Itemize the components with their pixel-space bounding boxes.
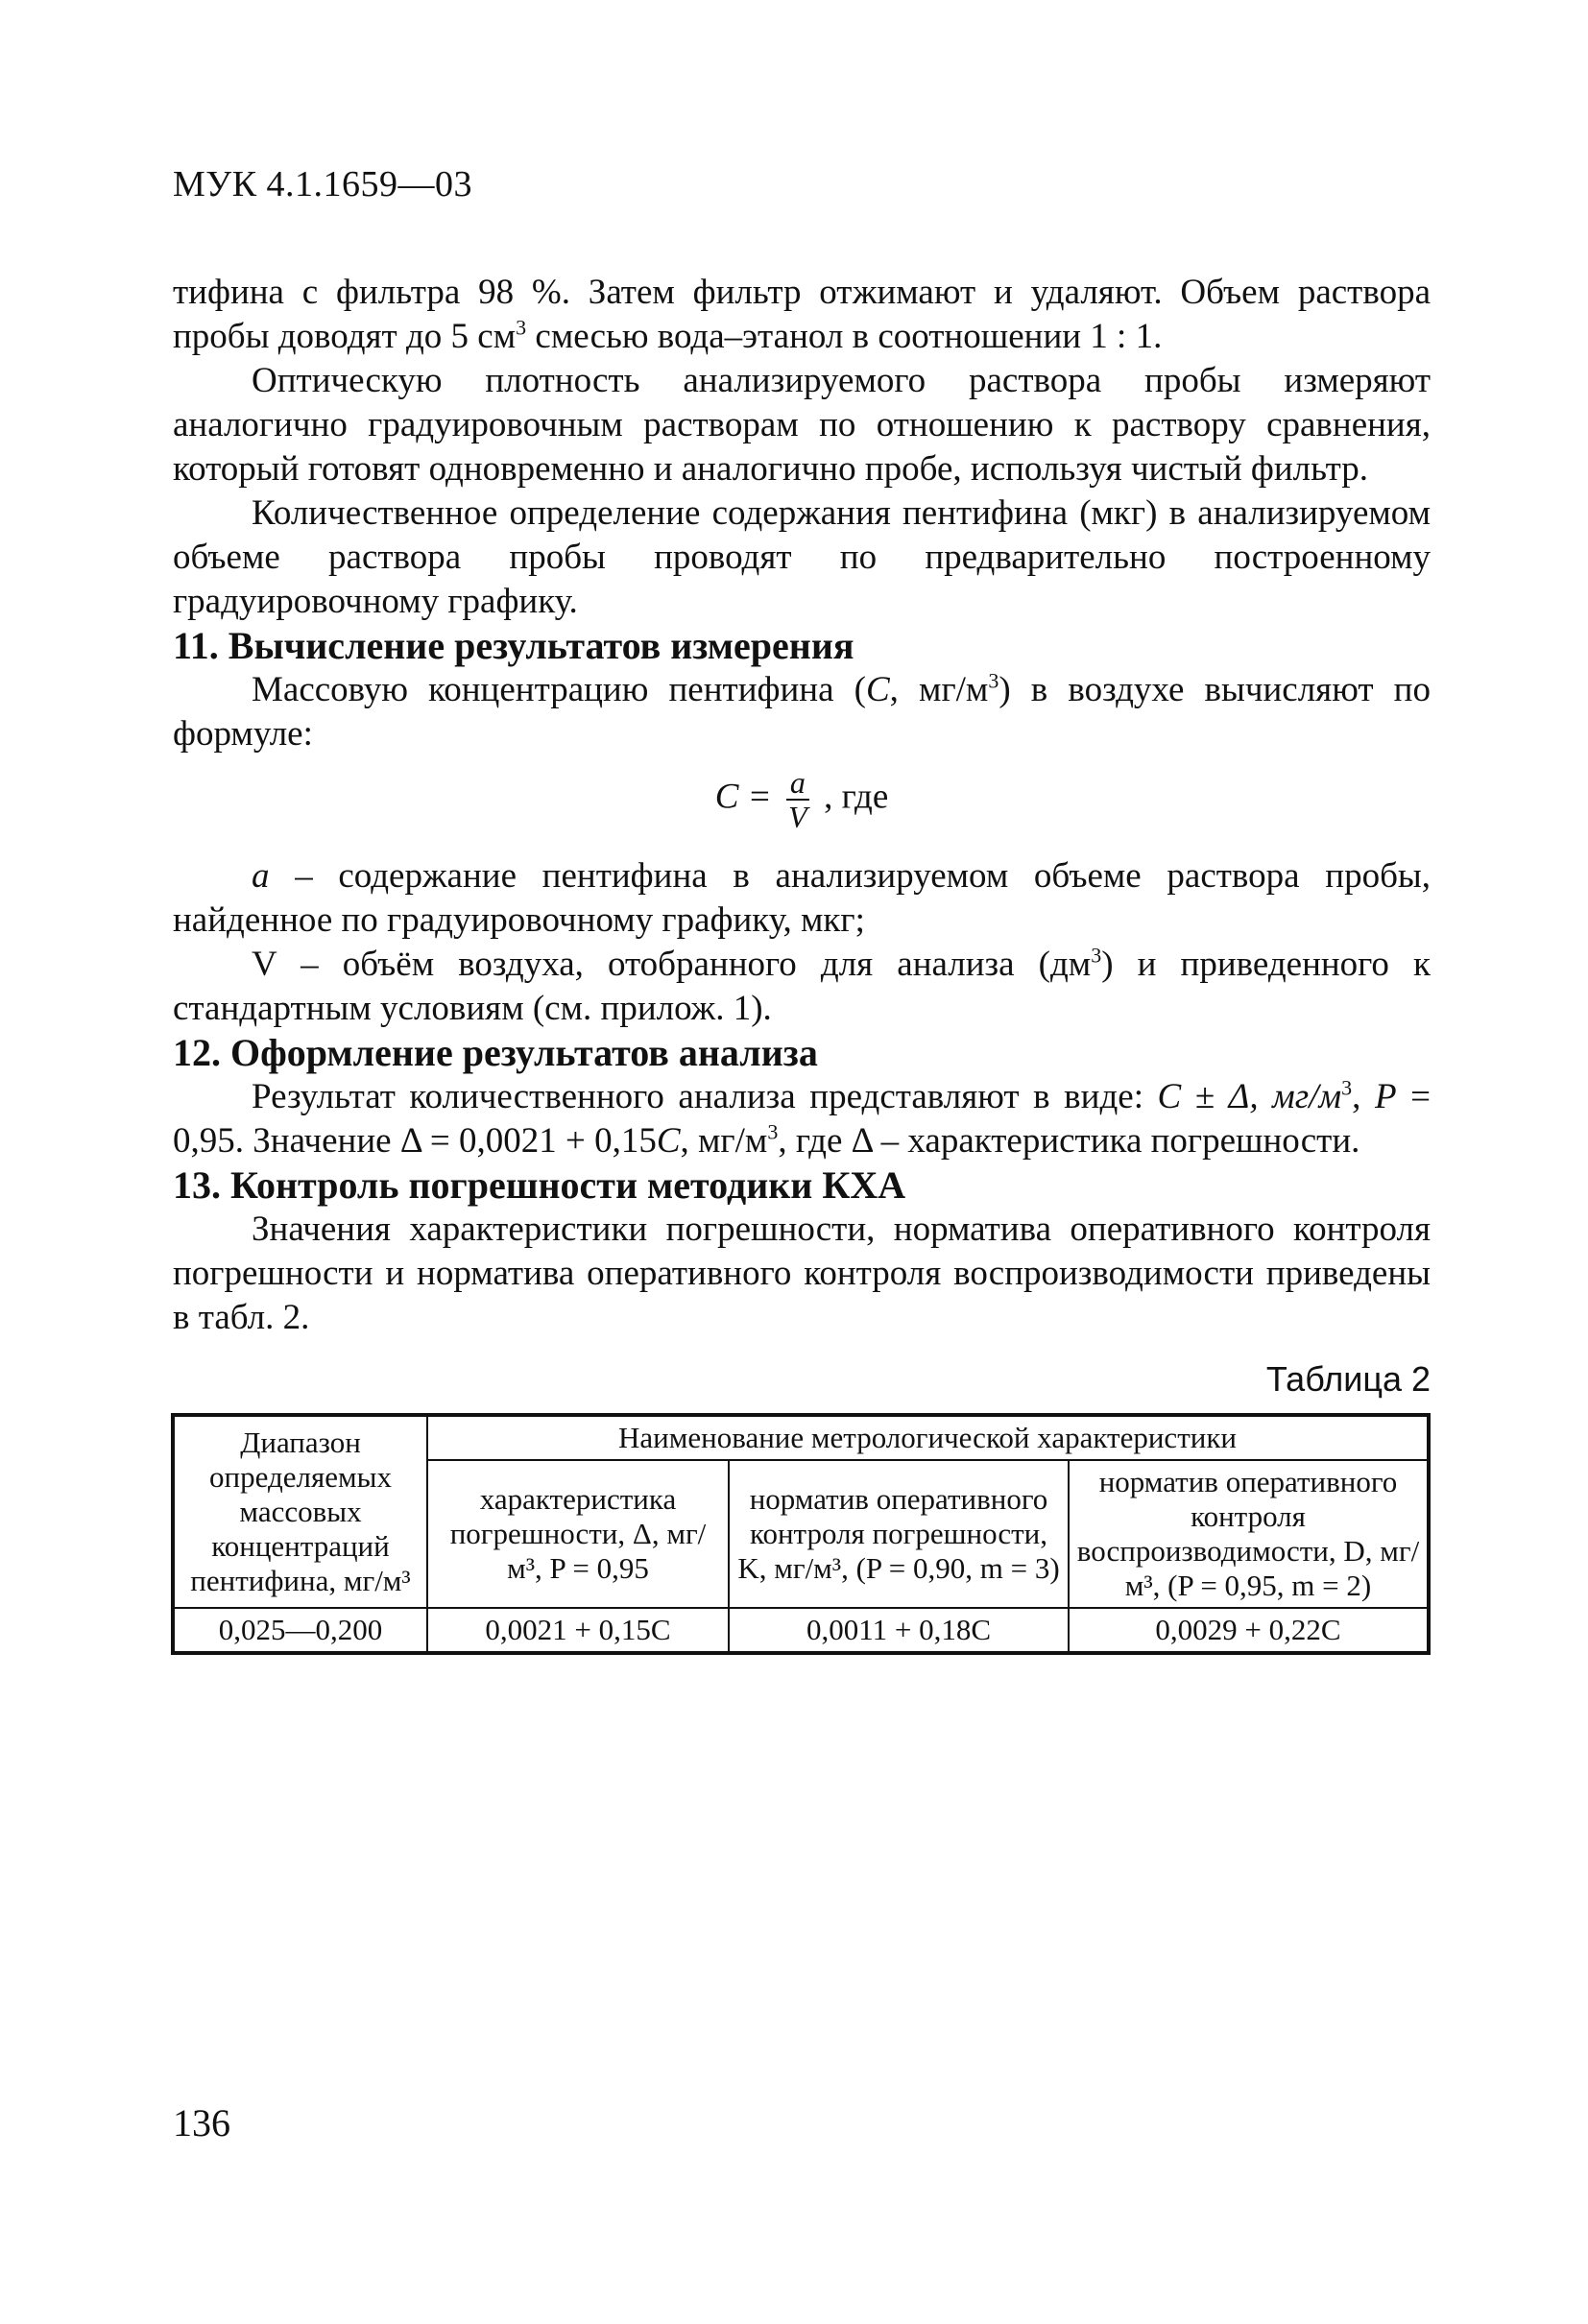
section-13-text: Значения характеристики погрешности, норматива оперативного контроля погрешности и норматива оперативного контроля воспроизводимости приведены в табл. 2. <box>173 1210 1431 1337</box>
section-11-intro: Массовую концентрацию пентифина (C, $мг/м^3$) в воздухе вычисляют по формуле: <box>173 668 1431 754</box>
paragraph-1: тифина с фильтра 98 %. Затем фильтр отжимают и удаляют. Объем раствора пробы доводят до 5 $см^3$ смесью вода–этанол в соотношении 1 : 1. <box>173 273 1431 356</box>
section-13-heading: 13. Контроль погрешности методики КХА <box>173 1163 906 1207</box>
formula <box>173 766 1431 851</box>
formula-lhs: C = <box>714 777 772 817</box>
table-header-error: характеристика погрешности, Δ, мг/м³, P = 0,95 <box>427 1460 729 1608</box>
paragraph-3: Количественное определение содержания пентифина (мкг) в анализируемом объеме раствора пробы проводят по предварительно построенному градуировочному графику. <box>173 493 1431 621</box>
section-12-text: Результат количественного анализа представляют в виде: C ± Δ, $мг/м^3$, P = 0,95. Значение Δ = 0,0021 + 0,15C, $мг/м^3$, где Δ – характеристика погрешности. <box>173 1075 1431 1161</box>
table-cell: 0,025—0,200 <box>173 1608 427 1653</box>
section-12-heading: 12. Оформление результатов анализа <box>173 1031 818 1074</box>
table-header-row <box>173 1415 1429 1460</box>
definition-v: V – объём воздуха, отобранного для анализа $(дм^3)$ и приведенного к стандартным условиям (см. прилож. 1). <box>173 943 1431 1028</box>
table-cell: 0,0029 + 0,22C <box>1069 1608 1429 1653</box>
table-header-group: Наименование метрологической характеристики <box>427 1415 1429 1460</box>
table-header-control-error: норматив оперативного контроля погрешности, K, мг/м³, (P = 0,90, m = 3) <box>729 1460 1069 1608</box>
definition-a: a – содержание пентифина в анализируемом объеме раствора пробы, найденное по градуировочному графику, мкг; <box>173 856 1431 940</box>
table-cell: 0,0011 + 0,18C <box>729 1608 1069 1653</box>
formula-numerator: a <box>786 766 809 801</box>
table-header-control-repro: норматив оперативного контроля воспроизводимости, D, мг/м³, (P = 0,95, m = 2) <box>1069 1460 1429 1608</box>
formula-denominator: V <box>788 800 807 834</box>
paragraph-2: Оптическую плотность анализируемого раствора пробы измеряют аналогично градуировочным растворам по отношению к раствору сравнения, который готовят одновременно и аналогично пробе, используя чистый фильтр. <box>173 361 1431 489</box>
formula-fraction <box>786 766 809 833</box>
table-header-range: Диапазон определяемых массовых концентраций пентифина, мг/м³ <box>173 1415 427 1608</box>
metrology-table <box>171 1413 1431 1655</box>
page-number: 136 <box>173 2101 230 2144</box>
formula-tail: , где <box>824 777 889 817</box>
page-content <box>173 271 1431 1655</box>
section-11-heading: 11. Вычисление результатов измерения <box>173 624 854 667</box>
table-caption: Таблица 2 <box>1265 1359 1431 1399</box>
table-cell: 0,0021 + 0,15C <box>427 1608 729 1653</box>
running-header: МУК 4.1.1659—03 <box>173 164 473 204</box>
table-row <box>173 1608 1429 1653</box>
